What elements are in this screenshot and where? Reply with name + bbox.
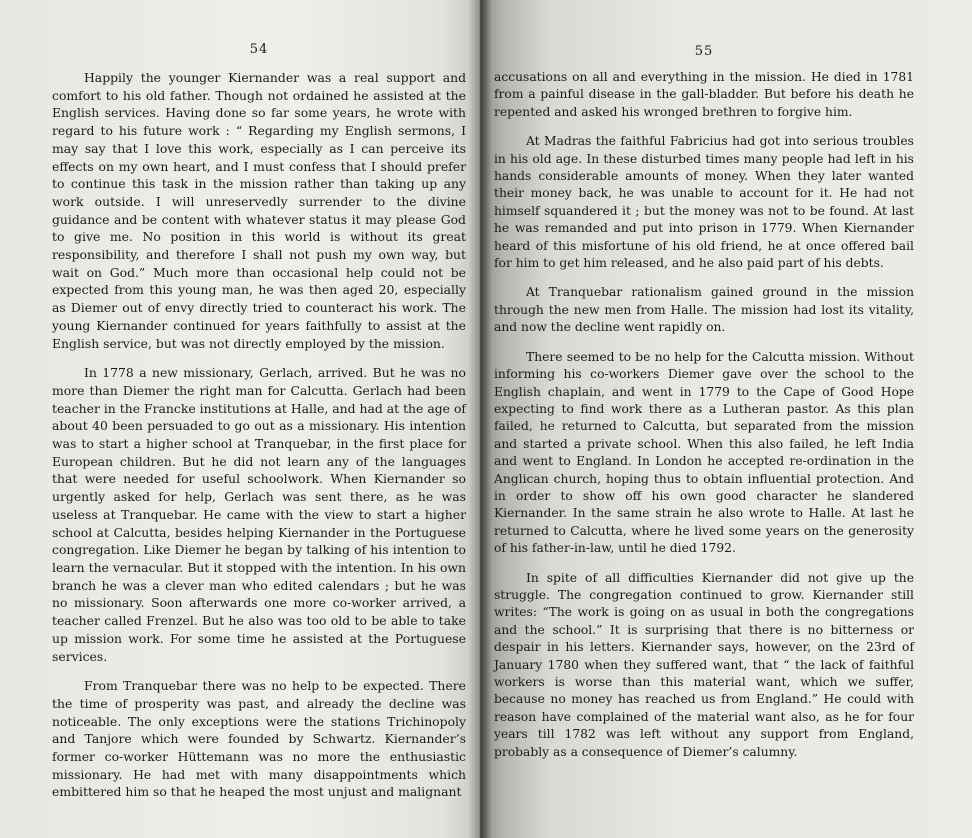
book-gutter bbox=[468, 0, 492, 838]
page-number-left: 54 bbox=[249, 42, 269, 57]
left-paragraph-1: Happily the younger Kiernander was a real support and comfort to his old father. Though not ordained he assisted at the English services. Having done so far some years, he wrote with regard to his future work : “ Regarding my English sermons, I may say that I love this work, especially as I can perceive its effects on my own heart, and I must confess that I should prefer to continue this task in the mission rather than taking up any work outside. I will unreservedly surrender to the divine guidance and be content with whatever status it may please God to give me. No position in this world is without its great responsibility, and therefore I shall not push my own way, but wait on God.” Much more than occasional help could not be expected from this young man, he was then aged 20, especially as Diemer out of envy directly tried to counteract his work. The young Kiernander continued for years faithfully to assist at the English service, but was not directly employed by the mission. bbox=[52, 70, 466, 351]
page-number-right: 55 bbox=[694, 44, 714, 59]
right-paragraph-4: There seemed to be no help for the Calcutta mission. Without informing his co-workers Diemer gave over the school to the English chaplain, and went in 1779 to the Cape of Good Hope expecting to find work there as a Lutheran pastor. As this plan failed, he returned to Calcutta, but separated from the mission and started a private school. When this also failed, he left India and went to England. In London he accepted re-ordination in the Anglican church, hoping thus to obtain influential protection. And in order to show off his own good character he slandered Kiernander. In the same strain he also wrote to Halle. At last he returned to Calcutta, where he lived some years on the generosity of his father-in-law, until he died 1792. bbox=[494, 349, 914, 556]
right-paragraph-2: At Madras the faithful Fabricius had got into serious troubles in his old age. In these disturbed times many people had left in his hands considerable amounts of money. When they later wanted their money back, he was unable to account for it. He had not himself squandered it ; but the money was not to be found. At last he was remanded and put into prison in 1779. When Kiernander heard of this misfortune of his old friend, he at once offered bail for him to get him released, and he also paid part of his debts. bbox=[494, 134, 914, 271]
right-paragraph-5: In spite of all difficulties Kiernander did not give up the struggle. The congregation continued to grow. Kiernander still writes: “The work is going on as usual in both the congregations and the school.” It is surprising that there is no bitterness or despair in his letters. Kiernander says, however, on the 23rd of January 1780 when they suffered want, that “ the lack of faithful workers is worse than this material want, which we suffer, because no money has reached us from England.” He could with reason have complained of the material want also, as he for four years till 1782 was left without any support from England, probably as a consequence of Diemer’s calumny. bbox=[494, 570, 914, 759]
right-page bbox=[480, 0, 972, 838]
left-paragraph-3: From Tranquebar there was no help to be expected. There the time of prosperity was past, and already the decline was noticeable. The only exceptions were the stations Trichinopoly and Tanjore which were founded by Schwartz. Kiernander’s former co-worker Hüttemann was no more the enthusiastic missionary. He had met with many disappointments which embittered him so that he heaped the most unjust and malignant bbox=[52, 678, 466, 800]
right-paragraph-3: At Tranquebar rationalism gained ground in the mission through the new men from Halle. The mission had lost its vitality, and now the decline went rapidly on. bbox=[494, 285, 914, 335]
left-paragraph-2: In 1778 a new missionary, Gerlach, arrived. But he was no more than Diemer the right man for Calcutta. Gerlach had been teacher in the Francke institutions at Halle, and had at the age of about 40 been persuaded to go out as a missionary. His intention was to start a higher school at Tranquebar, in the first place for European children. But he did not learn any of the languages that were needed for useful schoolwork. When Kiernander so urgently asked for help, Gerlach was sent there, as he was useless at Tranquebar. He came with the view to start a higher school at Calcutta, besides helping Kiernander in the Portuguese congregation. Like Diemer he began by talking of his intention to learn the vernacular. But it stopped with the intention. In his own branch he was a clever man who edited calendars ; but he was no missionary. Soon afterwards one more co-worker arrived, a teacher called Frenzel. But he also was too old to be able to take up mission work. For some time he assisted at the Portuguese services. bbox=[52, 365, 466, 664]
left-page bbox=[0, 0, 480, 838]
right-paragraph-1: accusations on all and everything in the mission. He died in 1781 from a painful disease in the gall-bladder. But before his death he repented and asked his wronged brethren to forgive him. bbox=[494, 70, 914, 119]
